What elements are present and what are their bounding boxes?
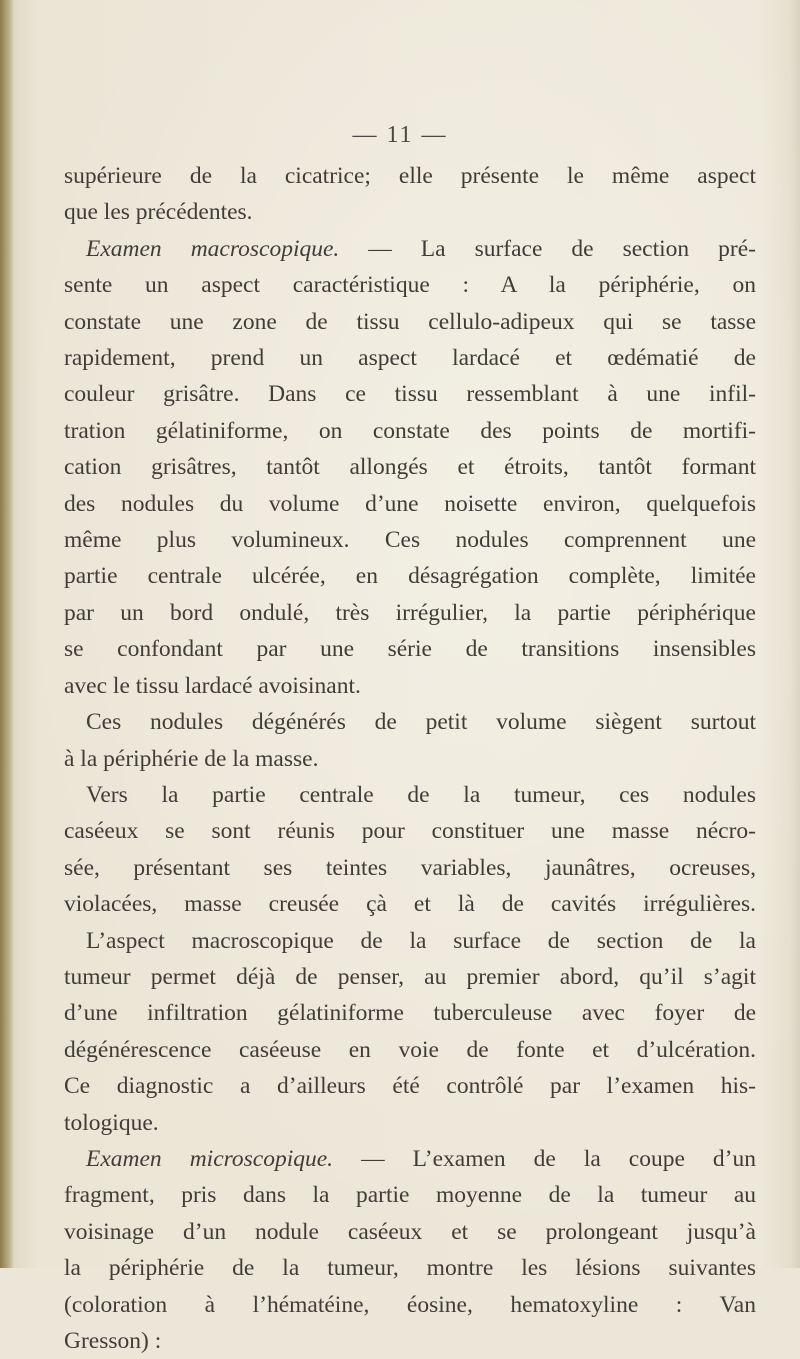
text-line bbox=[64, 668, 756, 704]
line-text: dégénérescence caséeuse en voie de fonte et d’ulcération. bbox=[64, 1036, 756, 1063]
text-line bbox=[64, 741, 756, 777]
text-line bbox=[64, 704, 756, 740]
text-line bbox=[64, 558, 756, 594]
line-text: tumeur permet déjà de penser, au premier abord, qu’il s’agit bbox=[64, 963, 756, 990]
line-text: par un bord ondulé, très irrégulier, la partie périphérique bbox=[64, 599, 756, 626]
line-text: cation grisâtres, tantôt allongés et étroits, tantôt formant bbox=[64, 454, 756, 481]
line-text: sée, présentant ses teintes variables, jaunâtres, ocreuses, bbox=[64, 854, 756, 881]
line-text: d’une infiltration gélatiniforme tuberculeuse avec foyer de bbox=[64, 1000, 756, 1027]
text-line bbox=[64, 231, 756, 267]
text-line bbox=[64, 1068, 756, 1104]
text-line bbox=[64, 1214, 756, 1250]
text-line bbox=[64, 267, 756, 303]
line-text: partie centrale ulcérée, en désagrégation complète, limitée bbox=[64, 563, 756, 590]
line-text: violacées, masse creusée çà et là de cavités irrégulières. bbox=[64, 891, 756, 918]
line-text: voisinage d’un nodule caséeux et se prolongeant jusqu’à bbox=[64, 1218, 756, 1245]
text-line bbox=[64, 486, 756, 522]
text-line bbox=[64, 959, 756, 995]
line-text: que les précédentes. bbox=[64, 199, 253, 226]
line-text: sente un aspect caractéristique : A la périphérie, on bbox=[64, 272, 756, 299]
text-line bbox=[64, 1287, 756, 1323]
line-text: tologique. bbox=[64, 1109, 159, 1136]
line-text: (coloration à l’hématéine, éosine, hematoxyline : Van bbox=[64, 1291, 756, 1318]
line-text: L’aspect macroscopique de la surface de section de la bbox=[86, 927, 756, 954]
text-line bbox=[64, 813, 756, 849]
line-text: fragment, pris dans la partie moyenne de la tumeur au bbox=[64, 1182, 756, 1209]
text-line bbox=[64, 1141, 756, 1177]
line-text: Gresson) : bbox=[64, 1328, 162, 1354]
text-line bbox=[64, 595, 756, 631]
text-line bbox=[64, 1177, 756, 1213]
line-text: supérieure de la cicatrice; elle présente le même aspect bbox=[64, 163, 756, 189]
line-text: à la périphérie de la masse. bbox=[64, 745, 319, 772]
line-text: caséeux se sont réunis pour constituer une masse nécro- bbox=[64, 818, 756, 845]
text-line bbox=[64, 923, 756, 959]
line-text: Vers la partie centrale de la tumeur, ces nodules bbox=[86, 781, 756, 808]
line-text: — L’examen de la coupe d’un bbox=[333, 1145, 756, 1172]
text-line bbox=[64, 376, 756, 412]
section-heading: Examen microscopique. bbox=[86, 1145, 334, 1172]
text-line bbox=[64, 522, 756, 558]
line-text: tration gélatiniforme, on constate des points de mortifi- bbox=[64, 417, 756, 444]
section-heading: Examen macroscopique. bbox=[86, 235, 340, 262]
text-line bbox=[64, 631, 756, 667]
line-text: avec le tissu lardacé avoisinant. bbox=[64, 672, 361, 699]
text-line bbox=[64, 449, 756, 485]
line-text: la périphérie de la tumeur, montre les lésions suivantes bbox=[64, 1255, 756, 1282]
line-text: couleur grisâtre. Dans ce tissu ressemblant à une infil- bbox=[64, 381, 756, 408]
line-text: rapidement, prend un aspect lardacé et œdématié de bbox=[64, 345, 756, 372]
text-line bbox=[64, 158, 756, 194]
text-line bbox=[64, 1323, 756, 1359]
page-spine-shadow bbox=[0, 0, 14, 1268]
text-line bbox=[64, 1032, 756, 1068]
line-text: se confondant par une série de transitions insensibles bbox=[64, 636, 756, 663]
text-line bbox=[64, 340, 756, 376]
text-line bbox=[64, 886, 756, 922]
line-text: constate une zone de tissu cellulo-adipeux qui se tasse bbox=[64, 308, 756, 335]
line-text: même plus volumineux. Ces nodules comprennent une bbox=[64, 527, 756, 554]
line-text: des nodules du volume d’une noisette environ, quelquefois bbox=[64, 490, 756, 517]
line-text: Ces nodules dégénérés de petit volume siègent surtout bbox=[86, 709, 756, 736]
text-line bbox=[64, 777, 756, 813]
text-line bbox=[64, 413, 756, 449]
line-text: Ce diagnostic a d’ailleurs été contrôlé par l’examen his- bbox=[64, 1073, 756, 1100]
text-line bbox=[64, 850, 756, 886]
text-line bbox=[64, 1105, 756, 1141]
text-line bbox=[64, 995, 756, 1031]
text-line bbox=[64, 304, 756, 340]
body-text bbox=[64, 158, 756, 1359]
text-line bbox=[64, 194, 756, 230]
text-line bbox=[64, 1250, 756, 1286]
line-text: — La surface de section pré- bbox=[339, 235, 756, 262]
page-number: — 11 — bbox=[352, 122, 448, 148]
